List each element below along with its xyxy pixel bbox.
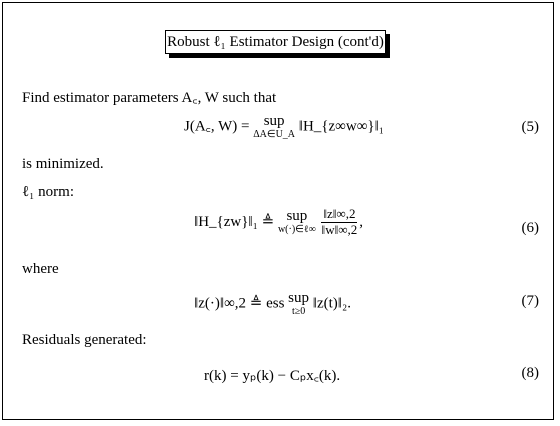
eq5-rhs: ‖H_{z∞w∞}‖₁ [298, 118, 385, 135]
eq7-sup-sub: t≥0 [291, 305, 306, 317]
eq7-lhs: ‖z(·)‖∞,2 ≜ ess [194, 295, 285, 312]
equation-number-8: (8) [521, 365, 539, 381]
eq5-lhs: J(A꜀, W) = [184, 118, 250, 135]
eq6-sup: sup [286, 208, 308, 225]
is-minimized-text: is minimized. [22, 156, 104, 172]
eq7-operator [288, 291, 309, 317]
equation-6 [194, 207, 363, 238]
eq7-rhs: ‖z(t)‖₂. [312, 295, 351, 312]
eq6-lhs: ‖H_{zw}‖₁ ≜ [194, 213, 275, 230]
equation-number-7: (7) [521, 293, 539, 309]
residuals-text: Residuals generated: [22, 332, 147, 348]
equation-8 [204, 365, 340, 385]
eq8-expr: r(k) = yₚ(k) − Cₚx꜀(k). [204, 368, 341, 384]
where-text: where [22, 261, 59, 277]
eq6-fraction [320, 207, 360, 238]
eq6-numerator: ‖z‖∞,2 [323, 206, 356, 221]
find-params-text: Find estimator parameters A꜀, W such that [22, 90, 277, 106]
eq6-sup-sub: w(·)∈ℓ∞ [277, 224, 316, 236]
equation-number-6: (6) [521, 220, 539, 236]
eq7-sup: sup [288, 290, 310, 306]
eq6-denominator: ‖w‖∞,2 [321, 221, 358, 237]
eq5-operator [253, 114, 295, 140]
l1-norm-heading: ℓ₁ norm: [22, 184, 74, 200]
equation-number-5: (5) [521, 119, 539, 135]
eq6-tail: , [359, 213, 364, 230]
equation-7 [194, 291, 351, 317]
eq6-operator [278, 209, 316, 235]
eq5-sup-sub: ΔA∈U_A [253, 128, 296, 140]
slide-title-text: Robust ℓ₁ Estimator Design (cont'd) [167, 33, 384, 50]
slide-title [165, 30, 386, 54]
equation-5 [184, 114, 384, 140]
eq5-sup: sup [263, 113, 285, 129]
